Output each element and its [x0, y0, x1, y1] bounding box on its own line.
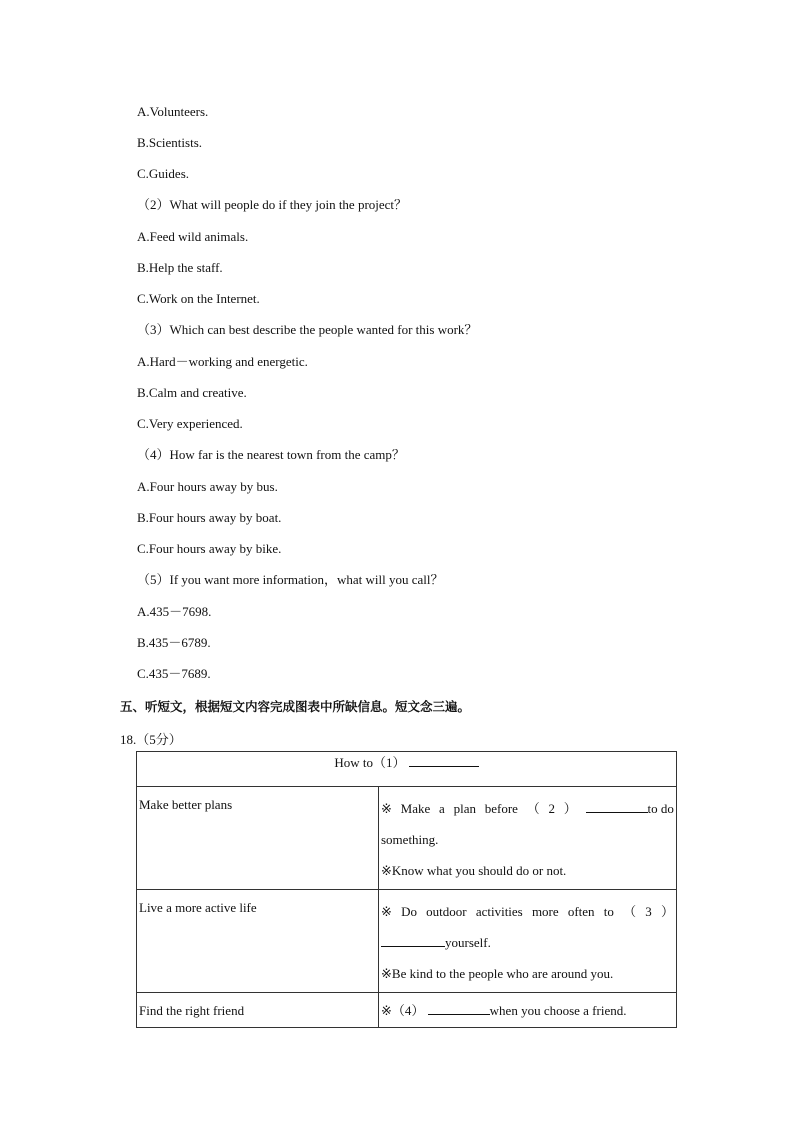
- word: （: [623, 904, 637, 919]
- table-row: [137, 787, 677, 890]
- q17-2-question: （2）What will people do if they join the project？: [137, 197, 408, 212]
- word: to: [603, 904, 614, 919]
- row-content: [379, 890, 677, 993]
- word: before: [484, 801, 518, 816]
- table-title: How to（1）: [334, 755, 406, 770]
- word: often: [567, 904, 595, 919]
- row-label-text: Live a more active life: [139, 900, 257, 915]
- q17-5-option-b: B.435－6789.: [137, 635, 211, 650]
- table-title-row: [137, 752, 677, 787]
- q17-2-option-b: B.Help the staff.: [137, 260, 223, 275]
- word: ※（4）: [381, 1003, 425, 1018]
- answer-table: [136, 751, 677, 1028]
- word: outdoor: [426, 904, 467, 919]
- q17-1-option-c: C.Guides.: [137, 166, 189, 181]
- q17-1-option-b: B.Scientists.: [137, 135, 203, 150]
- row-label: [137, 993, 379, 1028]
- q17-5-option-c: C.435－7689.: [137, 666, 211, 681]
- word: plan: [453, 801, 476, 816]
- table-row: [137, 890, 677, 993]
- blank-1[interactable]: [409, 754, 479, 767]
- q17-2-option-a: A.Feed wild animals.: [137, 229, 249, 244]
- q17-1-option-a: A.Volunteers.: [137, 104, 209, 119]
- table-title-cell: [137, 752, 677, 787]
- word: Do: [401, 904, 417, 919]
- row1-line1: [381, 793, 674, 824]
- word: when you choose a friend.: [489, 1003, 627, 1018]
- q17-3-question: （3）Which can best describe the people wanted for this work？: [137, 322, 478, 337]
- row-content: [379, 993, 677, 1028]
- q17-2-option-c: C.Work on the Internet.: [137, 291, 260, 306]
- word: more: [531, 904, 559, 919]
- blank-3[interactable]: [381, 934, 445, 947]
- q17-4-option-b: B.Four hours away by boat.: [137, 510, 282, 525]
- table-row: [137, 993, 677, 1028]
- blank-4[interactable]: [428, 1002, 490, 1015]
- word: 3: [645, 904, 652, 919]
- word: Make: [400, 801, 431, 816]
- word: ※: [381, 801, 392, 816]
- q17-4-option-c: C.Four hours away by bike.: [137, 541, 282, 556]
- row3-line1: [381, 995, 674, 1026]
- q17-5-question: （5）If you want more information，what will you call？: [137, 572, 444, 587]
- row-label: [137, 787, 379, 890]
- row2-line1: [381, 896, 674, 927]
- question-number: 18.（5分）: [120, 732, 182, 747]
- q17-4-question: （4）How far is the nearest town from the camp？: [137, 447, 405, 462]
- word: yourself.: [445, 935, 491, 950]
- word: 2: [548, 801, 555, 816]
- row1-line2: something.: [381, 832, 439, 847]
- row1-line3: ※Know what you should do or not.: [381, 863, 567, 878]
- q17-3-option-c: C.Very experienced.: [137, 416, 243, 431]
- word: to do: [647, 801, 674, 816]
- word: ）: [563, 801, 577, 816]
- q17-5-option-a: A.435－7698.: [137, 604, 212, 619]
- row-content: [379, 787, 677, 890]
- row-label-text: Find the right friend: [139, 1003, 245, 1018]
- q17-3-option-b: B.Calm and creative.: [137, 385, 247, 400]
- word: activities: [475, 904, 523, 919]
- word: （: [526, 801, 540, 816]
- row2-line3: ※Be kind to the people who are around you.: [381, 966, 614, 981]
- row-label-text: Make better plans: [139, 797, 233, 812]
- word: ）: [660, 904, 674, 919]
- row2-line2: [381, 927, 674, 958]
- q17-4-option-a: A.Four hours away by bus.: [137, 479, 278, 494]
- q17-3-option-a: A.Hard－working and energetic.: [137, 354, 308, 369]
- blank-2[interactable]: [586, 800, 648, 813]
- word: a: [439, 801, 445, 816]
- section-heading: 五、听短文，根据短文内容完成图表中所缺信息。短文念三遍。: [120, 699, 471, 714]
- word: ※: [381, 904, 392, 919]
- row-label: [137, 890, 379, 993]
